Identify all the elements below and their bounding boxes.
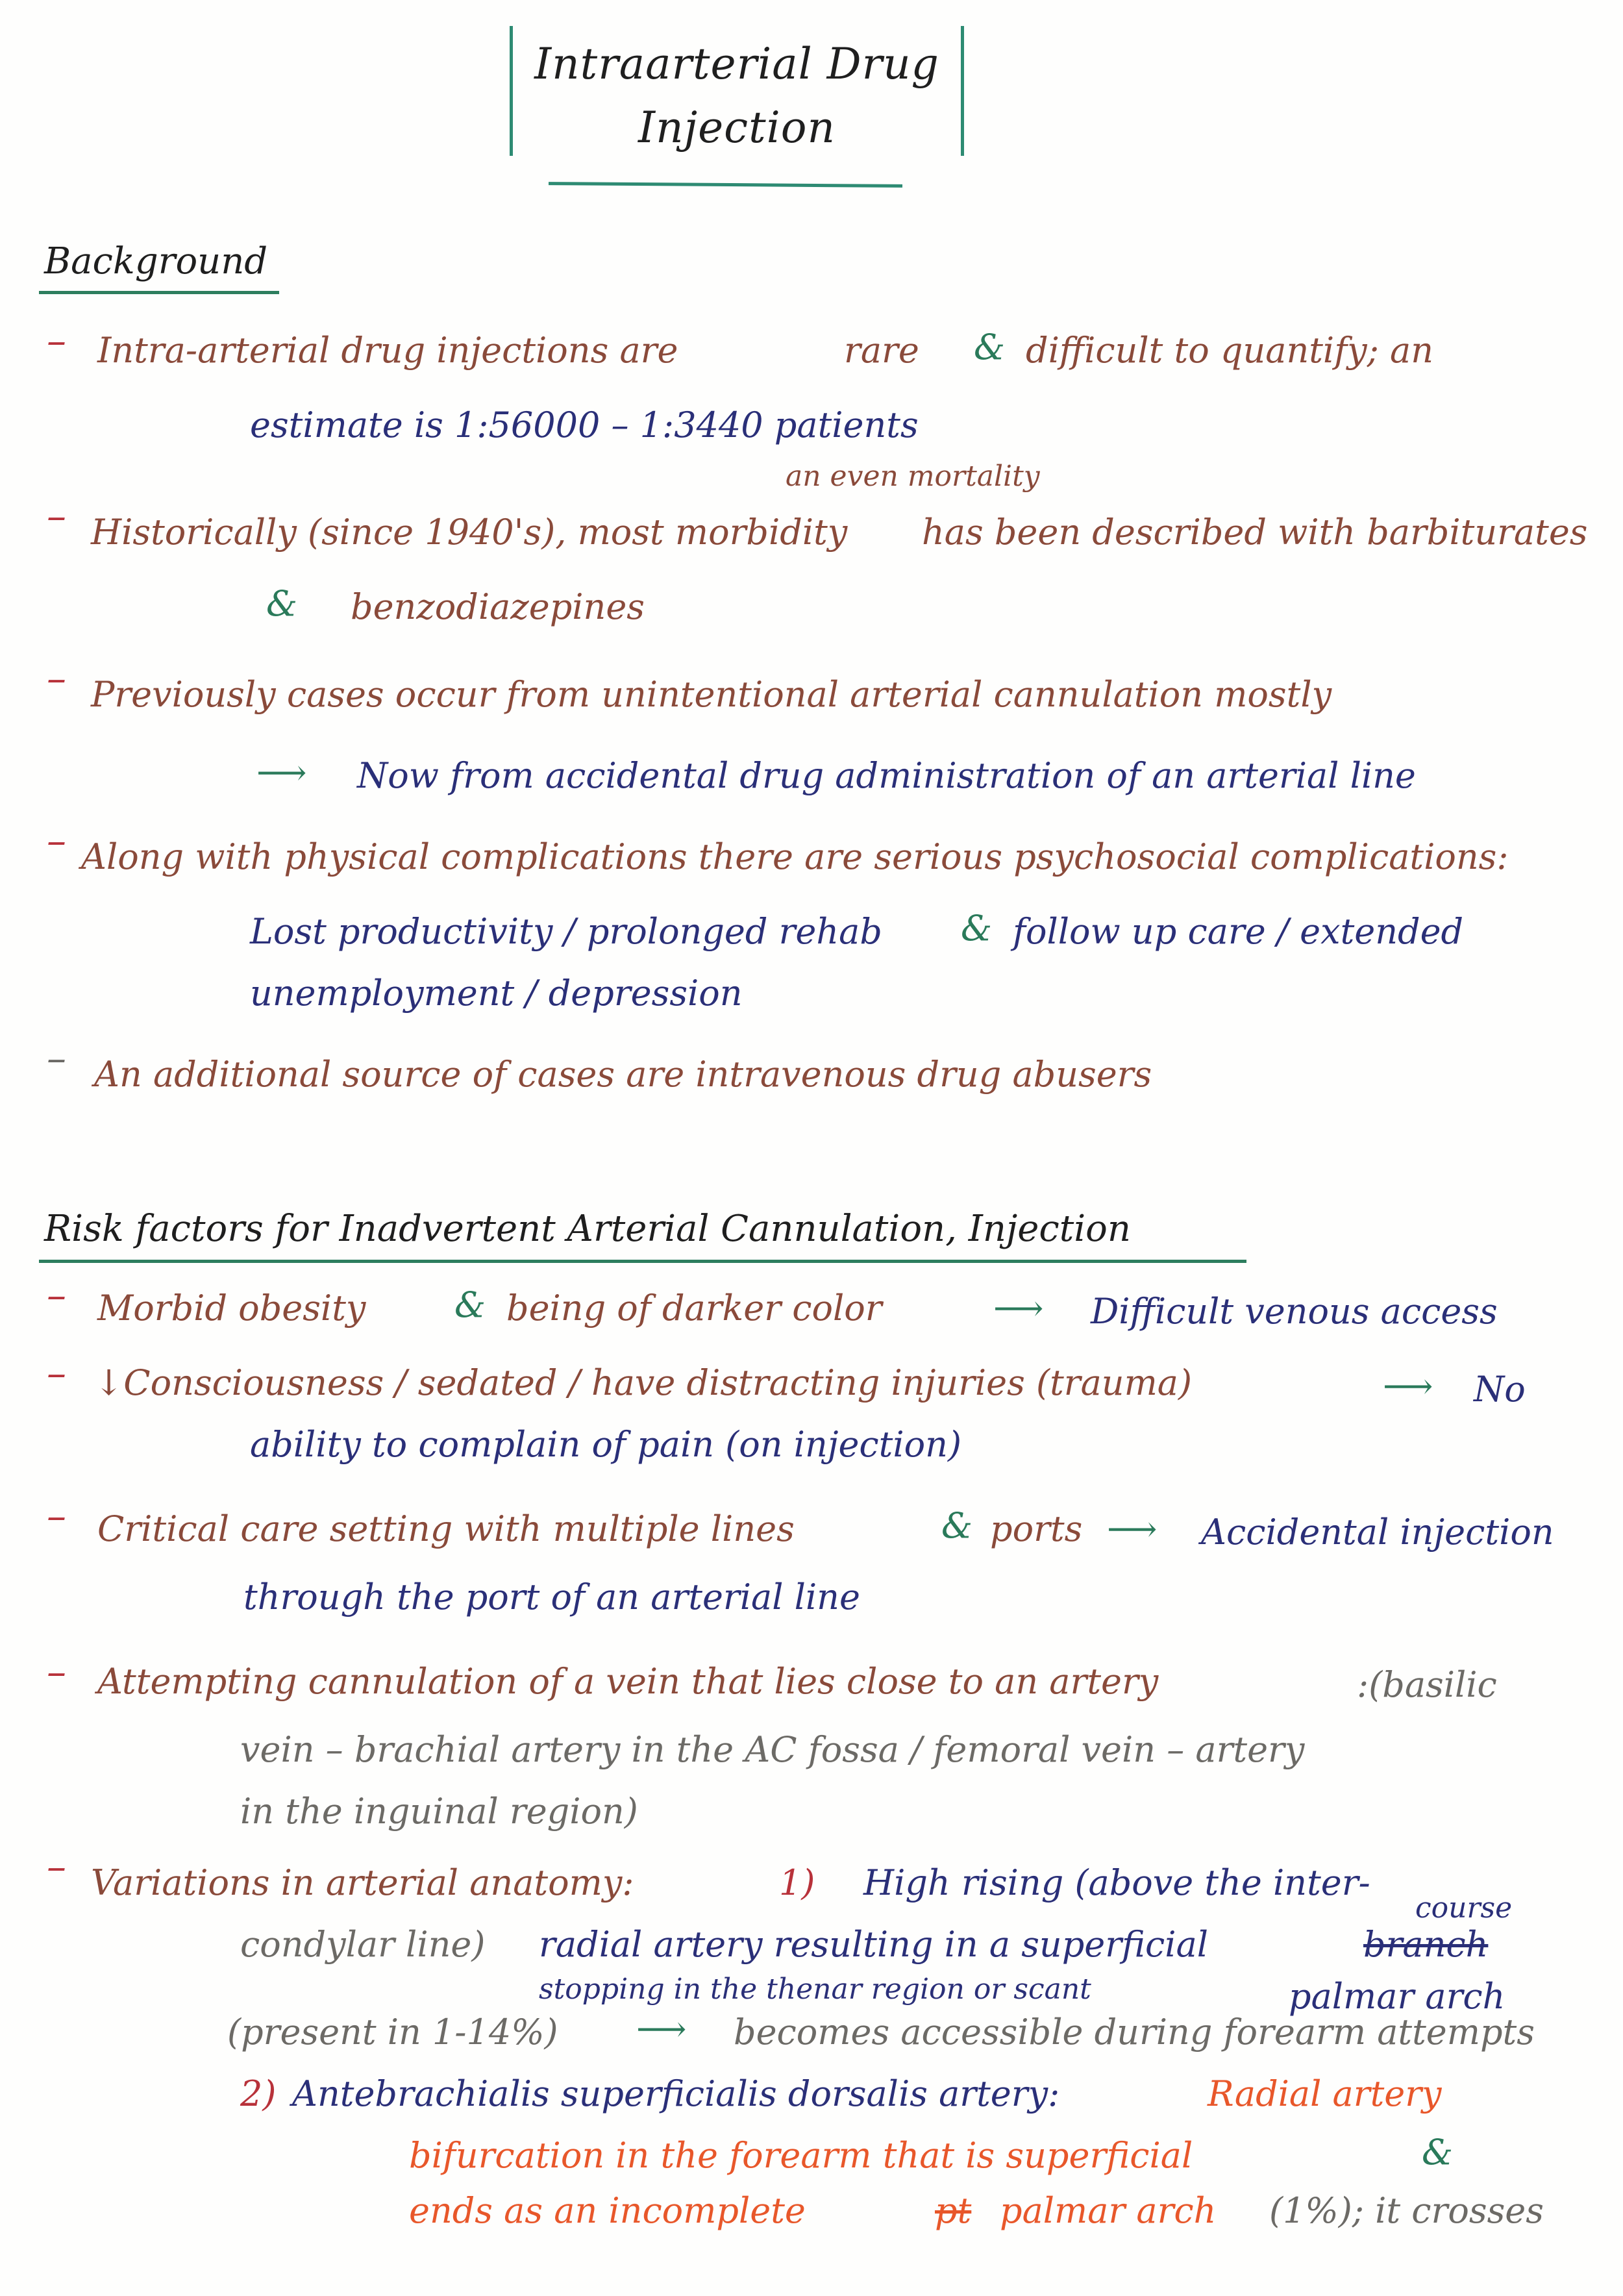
- bg-item1-line1c: difficult to quantify; an: [1026, 330, 1434, 371]
- risk-heading-rule: [39, 1260, 1246, 1263]
- bullet-dash: –: [47, 1036, 66, 1081]
- bg-item1-line1b: rare: [844, 330, 919, 371]
- risk-item1-line1c: Difficult venous access: [1091, 1291, 1498, 1332]
- bullet-dash: –: [47, 1844, 66, 1890]
- risk-item5-num2: 2): [240, 2073, 277, 2114]
- title-line-2: Injection: [638, 103, 836, 153]
- bg-item4-line2b: follow up care / extended: [1013, 911, 1464, 952]
- bullet-dash: –: [47, 318, 66, 364]
- arrow-icon: ⟶: [1107, 1508, 1158, 1549]
- title-underline: [549, 182, 902, 188]
- risk-item5-line4b: becomes accessible during forearm attempts: [734, 2012, 1535, 2053]
- risk-item1-line1b: being of darker color: [506, 1288, 882, 1329]
- risk-item2-line1a: ↓Consciousness / sedated / have distracting injuries (trauma): [94, 1362, 1193, 1403]
- risk-item5-line3-stop: stopping in the thenar region or scant: [539, 1973, 1091, 2006]
- bg-item3-line1: Previously cases occur from unintentional arterial cannulation mostly: [91, 674, 1332, 715]
- risk-item1-line1a: Morbid obesity: [97, 1288, 366, 1329]
- risk-item5-course: course: [1415, 1891, 1513, 1925]
- risk-item3-amp: &: [941, 1505, 973, 1546]
- arrow-icon: ⟶: [993, 1288, 1044, 1329]
- bg-item1-amp: &: [974, 327, 1006, 368]
- risk-item3-line1c: Accidental injection: [1201, 1512, 1554, 1553]
- risk-item5-line5a: Antebrachialis superficialis dorsalis artery:: [292, 2073, 1060, 2114]
- bg-item2-amp: &: [266, 583, 298, 624]
- risk-item3-line1a: Critical care setting with multiple lines: [97, 1508, 795, 1549]
- arrow-icon: ⟶: [256, 752, 307, 793]
- bg-item1-line2: estimate is 1:56000 – 1:3440 patients: [250, 405, 919, 445]
- risk-item5-line3a: palmar arch: [1289, 1976, 1505, 2017]
- risk-heading: Risk factors for Inadvertent Arterial Cannulation, Injection: [44, 1208, 1131, 1250]
- risk-item4-line1b: :(basilic: [1357, 1664, 1497, 1705]
- title-line-1: Intraarterial Drug: [534, 39, 939, 89]
- risk-item5-line6: bifurcation in the forearm that is superficial: [409, 2135, 1193, 2176]
- risk-item5-struck-pt: pt: [935, 2190, 972, 2231]
- bg-item5-line1: An additional source of cases are intravenous drug abusers: [94, 1054, 1152, 1095]
- bg-item4-line1: Along with physical complications there are serious psychosocial complications:: [81, 836, 1509, 877]
- background-heading: Background: [44, 240, 268, 282]
- risk-item4-line1a: Attempting cannulation of a vein that lies close to an artery: [97, 1661, 1159, 1702]
- risk-item5-num1: 1): [779, 1862, 815, 1903]
- risk-item5-line2b: radial artery resulting in a superficial: [539, 1924, 1209, 1965]
- bullet-dash: –: [47, 1649, 66, 1695]
- risk-item5-line7a: ends as an incomplete: [409, 2190, 806, 2231]
- risk-item5-line5b: Radial artery: [1208, 2073, 1442, 2114]
- risk-item2-line2: ability to complain of pain (on injection): [250, 1424, 962, 1465]
- bg-item4-amp: &: [961, 908, 993, 949]
- risk-item4-line3: in the inguinal region): [240, 1791, 638, 1832]
- background-heading-rule: [39, 291, 279, 294]
- risk-item5-line7c: (1%); it crosses: [1269, 2190, 1544, 2231]
- risk-item5-line1b: High rising (above the inter-: [863, 1862, 1370, 1903]
- bullet-dash: –: [47, 1493, 66, 1539]
- bg-item2-line1b: has been described with barbiturates: [922, 512, 1588, 553]
- bg-item2-line1a: Historically (since 1940's), most morbidity: [91, 512, 848, 553]
- risk-item5-line4a: (present in 1-14%): [227, 2012, 558, 2053]
- title-box: [510, 26, 964, 156]
- risk-item3-line2: through the port of an arterial line: [243, 1577, 860, 1617]
- bg-item3-line2: Now from accidental drug administration of an arterial line: [357, 755, 1416, 796]
- risk-item4-line2: vein – brachial artery in the AC fossa / femoral vein – artery: [240, 1729, 1305, 1770]
- bg-item1-line3: an even mortality: [786, 460, 1040, 493]
- risk-item5-line7b: palmar arch: [1000, 2190, 1217, 2231]
- bullet-dash: –: [47, 1351, 66, 1396]
- risk-item5-struck-branch: branch: [1363, 1924, 1489, 1965]
- bg-item4-line3: unemployment / depression: [250, 973, 743, 1014]
- bullet-dash: –: [47, 1273, 66, 1318]
- risk-item1-amp: &: [454, 1284, 486, 1325]
- bg-item1-line1a: Intra-arterial drug injections are: [97, 330, 678, 371]
- bullet-dash: –: [47, 656, 66, 701]
- bullet-dash: –: [47, 818, 66, 864]
- arrow-icon: ⟶: [1383, 1366, 1433, 1406]
- risk-item5-line6-amp: &: [1422, 2132, 1454, 2173]
- risk-item5-line1a: Variations in arterial anatomy:: [91, 1862, 634, 1903]
- bg-item2-line2: benzodiazepines: [351, 586, 645, 627]
- arrow-icon: ⟶: [636, 2008, 687, 2049]
- risk-item2-line1b: No: [1474, 1369, 1526, 1410]
- bg-item4-line2a: Lost productivity / prolonged rehab: [250, 911, 882, 952]
- risk-item3-line1b: ports: [990, 1508, 1083, 1549]
- risk-item5-line2a: condylar line): [240, 1924, 486, 1965]
- bullet-dash: –: [47, 493, 66, 539]
